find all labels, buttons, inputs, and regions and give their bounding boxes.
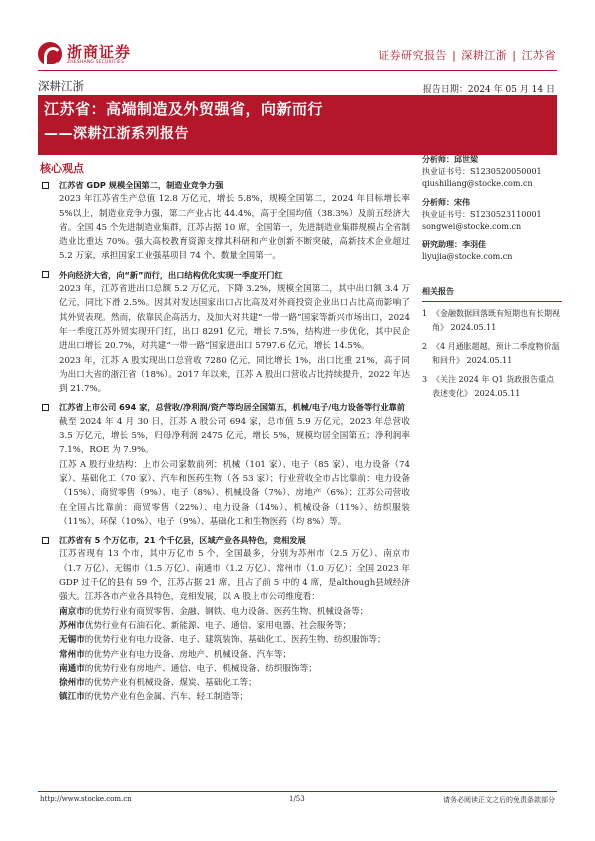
footer-disclaimer: 请务必阅读正文之后的免责条款部分 [443, 796, 555, 804]
section-paragraph: 江苏省现有 13 个市，其中万亿市 5 个，全国最多，分别为苏州市（2.5 万亿）、南京市（1.7 万亿）、无锡市（1.5 万亿）、南通市（1.2 万亿）、常州市（1.0 万亿）；全国 2023 年 GDP 过千亿的县有 59 个，江苏占据 21 席，且占了前 5 中的 4 席，是although县域经济强大。江苏各市产业各具特色，竞相发展，以 A 股上市公司维度看： [59, 549, 410, 603]
related-report[interactable]: 1 《金融数据回落既有短期也有长期视角》 2024.05.11 [422, 308, 560, 332]
title-banner [38, 95, 557, 155]
related-report[interactable]: 2 《4 月通胀超越，预计二季度物价温和回升》 2024.05.11 [422, 341, 560, 365]
section-heading: 江苏省 GDP 规模全国第二，制造业竞争力强 [38, 178, 410, 192]
section-heading: 外向经济大省，向“新”而行，出口结构优化实现一季度开门红 [38, 268, 410, 282]
analyst-cert: 执业证书号：S1230520050001 [422, 167, 542, 177]
report-subtitle: ——深耕江浙系列报告 [44, 126, 189, 142]
city-line: 常州市的优势产业有电力设备、房地产、机械设备、汽车等； [59, 649, 292, 660]
analyst-card: 分析师：邱世梁 执业证书号：S1230520050001 qiushiliang@stocke.com.cn [422, 154, 562, 191]
analyst-email[interactable]: songwei@stocke.com.cn [422, 222, 522, 232]
checkbox-bullet-icon [42, 271, 49, 278]
related-report[interactable]: 3 《关注 2024 年 Q1 货政报告重点表述变化》 2024.05.11 [422, 374, 555, 398]
page-number: 1/53 [289, 795, 305, 803]
footer-divider [38, 791, 557, 792]
checkbox-bullet-icon [42, 182, 49, 189]
section-paragraph: 江苏 A 股行业结构：上市公司家数前列：机械（101 家）、电子（85 家）、电力设备（74 家）、基础化工（70 家）、汽车和医药生物（各 53 家）；行业营收全市占比靠前：电力设备（15%）、商贸零售（9%）、电子（8%）、机械设备（7%）、房地产（6%）；江苏公司营收在全国占比靠前：商贸零售（22%）、电力设备（14%）、机械设备（11%）、纺织服装（11%）、环保（10%）、电子（9%）、基础化工和生物医药（均 8%）等。 [59, 459, 410, 527]
core-view-heading: 核心观点 [40, 162, 84, 175]
brand-name: 浙商证券 [67, 42, 132, 61]
footer-url[interactable]: http://www.stocke.com.cn [40, 795, 132, 803]
brand-logo-icon [38, 42, 62, 66]
analyst-email[interactable]: liyujia@stocke.com.cn [422, 252, 513, 262]
checkbox-bullet-icon [42, 404, 49, 411]
city-line: 镇江市的优势产业有色金属、汽车、轻工制造等； [59, 692, 249, 703]
sidebar [422, 154, 562, 401]
report-date: 报告日期：2024 年 05 月 14 日 [422, 85, 555, 95]
logo [38, 42, 131, 66]
header-tag: 证券研究报告 [378, 49, 448, 62]
city-line: 苏州市优势行业有石油石化、新能源、电子、通信、家用电器、社会服务等； [59, 620, 352, 631]
report-title: 江苏省：高端制造及外贸强省，向新而行 [44, 100, 324, 118]
analyst-email[interactable]: qiushiliang@stocke.com.cn [422, 179, 533, 189]
city-line: 无锡市的优势行业有电力设备、电子、建筑装饰、基础化工、医药生物、纺织服饰等； [59, 635, 386, 646]
checkbox-bullet-icon [42, 537, 49, 544]
header-tag: 深耕江浙 [461, 49, 508, 62]
city-line: 南通市的优势行业有房地产、通信、电子、机械设备、纺织服饰等； [59, 663, 317, 674]
section-paragraph: 截至 2024 年 4 月 30 日，江苏 A 股公司 694 家，总市值 5.9 万亿元，2023 年总营收 3.5 万亿元，增长 5%，归母净利润 2475 亿元，增长 5%，规模均居全国第五；净利润率 7.1%，ROE 为 7.9%。 [59, 416, 410, 456]
analyst-card: 研究助理：李羽佳 liyujia@stocke.com.cn [422, 239, 562, 263]
analyst-card: 分析师：宋伟 执业证书号：S1230523110001 songwei@stocke.com.cn [422, 197, 562, 234]
section-paragraph: 2023 年江苏省生产总值 12.8 万亿元，增长 5.8%，规模全国第二，2024 年目标增长率 5%以上，制造业竞争力强，第二产业占比 44.4%，高于全国均值（38.3%）及前五经济大省。全国 45 个先进制造业集群，江苏占据 10 席，全国第一，先进制造业集群规模占全省制造业比重达 70%。强大高校教育资源支撑其科研和产业创新不断突破，高新技术企业超过 5.2 万家，承担国家工业强基项目 74 个、数量全国第一。 [59, 194, 410, 262]
main-content [38, 178, 410, 705]
header-tag: 江苏省 [521, 49, 556, 62]
section-paragraph: 2023 年，江苏 A 股实现出口总营收 7280 亿元，同比增长 1%，出口比重 21%，高于同为出口大省的浙江省（18%）。2017 年以来，江苏 A 股出口营收占比持续提升，2022 年达到 21.7%。 [59, 355, 410, 395]
section-paragraph: 2023 年，江苏省进出口总额 5.2 万亿元，下降 3.2%，规模全国第二，其中出口额 3.4 万亿元，同比下滑 2.5%。因其对发达国家出口占比高及对外商投资企业出口占比高而影响了其外贸表现。然而，依靠民企高活力，及加大对共建“一带一路”国家等新兴市场出口，2024 年一季度江苏外贸实现开门红，出口 8291 亿元，增长 7.5%，结构进一步优化，其中民企进出口增长 20.7%，对共建“一带一路”国家进出口 5797.6 亿元，增长 14.5%。 [59, 284, 410, 352]
header-tags: 证券研究报告 | 深耕江浙 | 江苏省 [378, 49, 556, 62]
city-line: 徐州市的优势产业有机械设备、煤炭、基础化工等； [59, 678, 257, 689]
series-label: 深耕江浙 [38, 79, 84, 93]
city-line: 南京市的优势行业有商贸零售、金融、钢铁、电力设备、医药生物、机械设备等； [59, 606, 369, 617]
section-heading: 江苏省有 5 个万亿市，21 个千亿县，区域产业各具特色，竞相发展 [38, 533, 410, 547]
analyst-cert: 执业证书号：S1230523110001 [422, 209, 542, 219]
related-reports-heading: 相关报告 [422, 286, 562, 302]
section-heading: 江苏省上市公司 694 家，总营收/净利润/资产等均居全国第五，机械/电子/电力设备等行业靠前 [38, 400, 410, 414]
header-divider [38, 70, 557, 71]
brand-name-en: ZHESHANG SECURITIES [67, 59, 125, 65]
